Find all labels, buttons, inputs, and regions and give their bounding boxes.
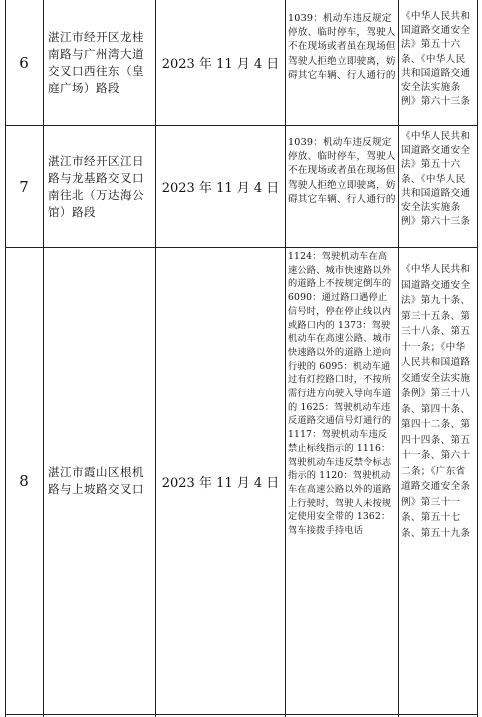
law-text: 《中华人民共和国道路交通安全法》第五十六条、《中华人民共和国道路交通安全法实施条例》第六十三条 bbox=[401, 131, 471, 228]
law-cell bbox=[399, 262, 477, 712]
violation-cell bbox=[286, 12, 398, 124]
location-cell bbox=[44, 126, 155, 247]
law-text: 《中华人民共和国道路交通安全法》第五十六条、《中华人民共和国道路交通安全法实施条例》第六十三条 bbox=[401, 11, 471, 108]
row-divider bbox=[5, 714, 478, 715]
location-text: 湛江市经开区江日路与龙基路交叉口南往北（万达海公馆）路段 bbox=[48, 153, 144, 219]
violation-text: 1039：机动车违反规定停放、临时停车，驾驶人不在现场或者虽在现场但驾驶人拒绝立即驶离，妨碍其它车辆、行人通行的 bbox=[288, 137, 396, 205]
law-cell bbox=[399, 10, 477, 124]
date-text: 2023 年 11 月 4 日 bbox=[161, 475, 280, 491]
location-text: 湛江市霞山区根机路与上坡路交叉口 bbox=[48, 465, 144, 496]
location-cell bbox=[44, 248, 155, 714]
location-cell bbox=[44, 0, 155, 125]
violation-cell bbox=[286, 250, 398, 713]
table-border-right bbox=[477, 0, 478, 717]
row-number: 8 bbox=[19, 472, 29, 490]
row-number: 6 bbox=[19, 53, 29, 72]
table-row bbox=[5, 248, 43, 714]
date-cell bbox=[156, 126, 285, 247]
date-text: 2023 年 11 月 4 日 bbox=[161, 57, 280, 72]
table-row bbox=[5, 126, 43, 247]
date-text: 2023 年 11 月 4 日 bbox=[161, 181, 280, 196]
location-text: 湛江市经开区龙桂南路与广州湾大道交叉口西往东（皇庭广场）路段 bbox=[48, 29, 144, 95]
date-cell bbox=[156, 248, 285, 714]
violation-text: 1124：驾驶机动车在高速公路、城市快速路以外的道路上不按规定倒车的 6090：通过路口遇停止信号时，停在停止线以内或路口内的 1373：驾驶机动车在高速公路、城市快速路以外的道路上逆向行驶的 6095：机动车通过有灯控路口时，不按所需行进方向驶入导向车道的 1625：驾驶机动车违反道路交通信号灯通行的 1117：驾驶机动车违反禁止标线指示的 1116：驾驶机动车违反禁令标志指示的 1120：驾驶机动车在高速公路以外的道路上行驶时，驾驶人未按规定使用安全带的 1362：驾车接拨手持电话 bbox=[288, 251, 392, 537]
law-text: 《中华人民共和国道路交通安全法》第九十条、第三十五条、第三十八条、第五十一条；《中华人民共和国道路交通安全法实施条例》第三十八条、第四十条、第四十二条、第四十四条、第五十一条、第六十二条；《广东省道路交通安全条例》第三十一条、第五十七条、第五十九条 bbox=[401, 264, 471, 539]
violation-cell bbox=[286, 136, 398, 246]
date-cell bbox=[156, 0, 285, 125]
row-number: 7 bbox=[19, 177, 29, 196]
table-row bbox=[5, 0, 43, 125]
violation-text: 1039：机动车违反规定停放、临时停车，驾驶人不在现场或者虽在现场但驾驶人拒绝立即驶离，妨碍其它车辆、行人通行的 bbox=[288, 13, 396, 81]
law-cell bbox=[399, 130, 477, 246]
